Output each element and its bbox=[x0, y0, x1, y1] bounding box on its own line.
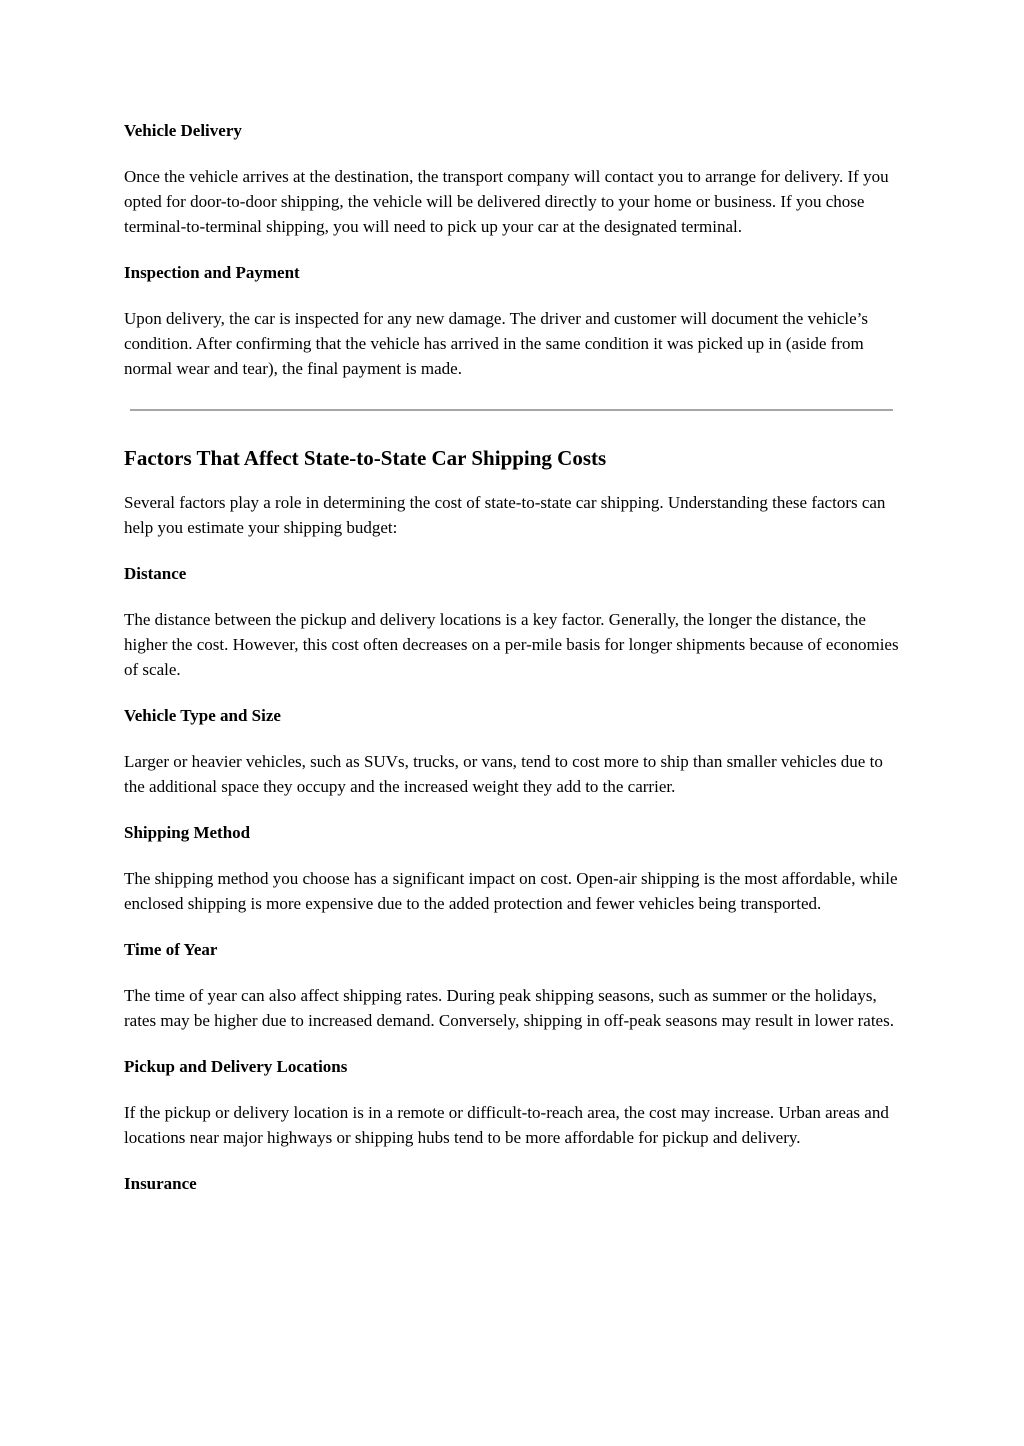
paragraph-vehicle-type-size: Larger or heavier vehicles, such as SUVs, trucks, or vans, tend to cost more to ship than smaller vehicles due to the additional space they occupy and the increased weight they add to the carrier. bbox=[124, 752, 883, 796]
subheading-pickup-delivery-locations: Pickup and Delivery Locations bbox=[124, 1057, 348, 1076]
horizontal-divider bbox=[130, 409, 893, 411]
paragraph-pickup-delivery-locations: If the pickup or delivery location is in a remote or difficult-to-reach area, the cost may increase. Urban areas and locations near major highways or shipping hubs tend to be more affordable for pickup and delivery. bbox=[124, 1103, 889, 1147]
paragraph-factors-intro: Several factors play a role in determining the cost of state-to-state car shipping. Understanding these factors can help you estimate your shipping budget: bbox=[124, 493, 886, 537]
subheading-shipping-method: Shipping Method bbox=[124, 823, 251, 842]
subheading-distance: Distance bbox=[124, 564, 187, 583]
subheading-inspection-payment: Inspection and Payment bbox=[124, 263, 300, 282]
subheading-insurance: Insurance bbox=[124, 1174, 197, 1193]
paragraph-shipping-method: The shipping method you choose has a significant impact on cost. Open-air shipping is the most affordable, while enclosed shipping is more expensive due to the added protection and fewer vehicles being transported. bbox=[124, 869, 898, 913]
paragraph-inspection-payment: Upon delivery, the car is inspected for any new damage. The driver and customer will document the vehicle’s condition. After confirming that the vehicle has arrived in the same condition it was picked up in (aside from normal wear and tear), the final payment is made. bbox=[124, 309, 868, 378]
subheading-vehicle-delivery: Vehicle Delivery bbox=[124, 121, 242, 140]
subheading-vehicle-type-size: Vehicle Type and Size bbox=[124, 706, 281, 725]
section-title: Factors That Affect State-to-State Car Shipping Costs bbox=[124, 446, 607, 470]
paragraph-vehicle-delivery: Once the vehicle arrives at the destination, the transport company will contact you to arrange for delivery. If you opted for door-to-door shipping, the vehicle will be delivered directly to your home or business. If you chose terminal-to-terminal shipping, you will need to pick up your car at the designated terminal. bbox=[124, 167, 889, 236]
content-after-rule bbox=[124, 490, 904, 1196]
paragraph-time-of-year: The time of year can also affect shipping rates. During peak shipping seasons, such as summer or the holidays, rates may be higher due to increased demand. Conversely, shipping in off-peak seasons may result in lower rates. bbox=[124, 986, 894, 1030]
paragraph-distance: The distance between the pickup and delivery locations is a key factor. Generally, the longer the distance, the higher the cost. However, this cost often decreases on a per-mile basis for longer shipments because of economies of scale. bbox=[124, 610, 899, 679]
subheading-time-of-year: Time of Year bbox=[124, 940, 218, 959]
content-before-rule bbox=[124, 118, 904, 381]
document-page bbox=[124, 118, 904, 1217]
